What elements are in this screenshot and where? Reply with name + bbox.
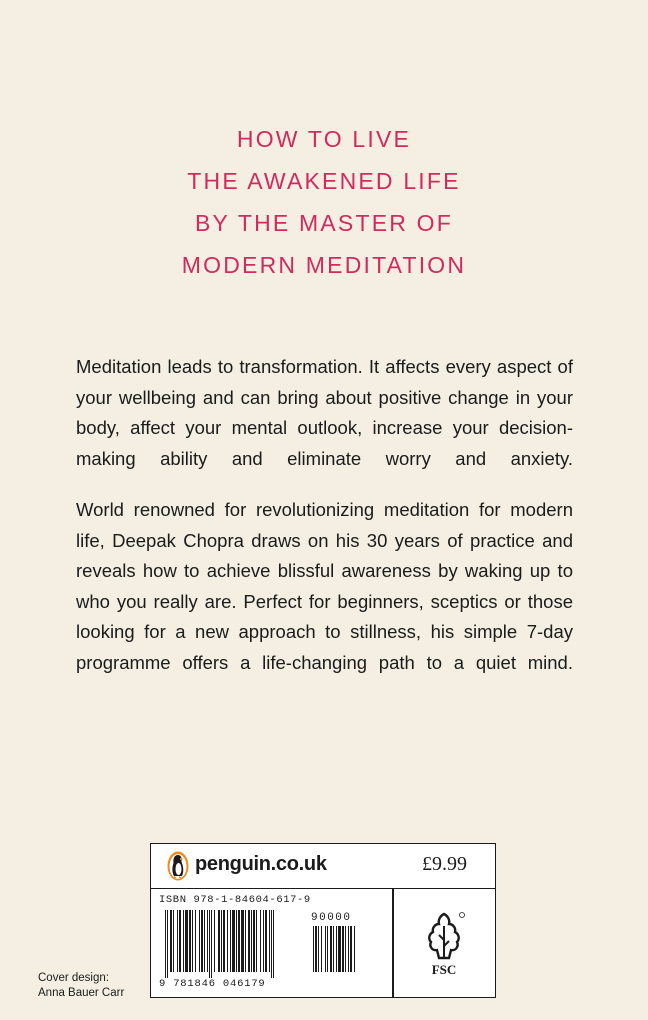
tagline-line-2: THE AWAKENED LIFE — [187, 168, 461, 194]
blurb-paragraph-1: Meditation leads to transformation. It affects every aspect of your wellbeing and can bring about positive change in your body, affect your mental outlook, increase your decision-making ability and eliminate worry and anxiety. — [76, 356, 573, 469]
blurb-paragraph-2: World renowned for revolutionizing meditation for modern life, Deepak Chopra draws on his 30 years of practice and reveals how to achieve blissful awareness by waking up to who you really are. Perfect for beginners, sceptics or those looking for a new approach to stillness, his simple 7-day programme offers a life-changing path to a quiet mind. — [76, 499, 573, 673]
barcode-panel — [150, 843, 496, 998]
credit-line-1: Cover design: — [38, 972, 109, 984]
tagline-line-4: MODERN MEDITATION — [181, 252, 467, 278]
tagline — [0, 118, 648, 286]
publisher-website: penguin.co.uk — [195, 853, 327, 875]
ean-barcode — [165, 910, 297, 978]
credit-line-2: Anna Bauer Carr — [38, 987, 125, 999]
price: £9.99 — [422, 853, 467, 875]
publisher-row — [151, 844, 495, 889]
penguin-logo-icon — [167, 851, 189, 881]
tagline-line-3: BY THE MASTER OF — [194, 210, 453, 236]
fsc-label: FSC — [431, 962, 457, 977]
addon-number: 90000 — [311, 912, 352, 924]
addon-barcode — [313, 926, 375, 978]
ean-number: 9 781846 046179 — [159, 978, 266, 990]
barcode-divider — [392, 888, 394, 998]
isbn-number: ISBN 978-1-84604-617-9 — [159, 894, 311, 906]
cover-credit — [38, 971, 124, 1001]
tagline-line-1: HOW TO LIVE — [236, 126, 412, 152]
